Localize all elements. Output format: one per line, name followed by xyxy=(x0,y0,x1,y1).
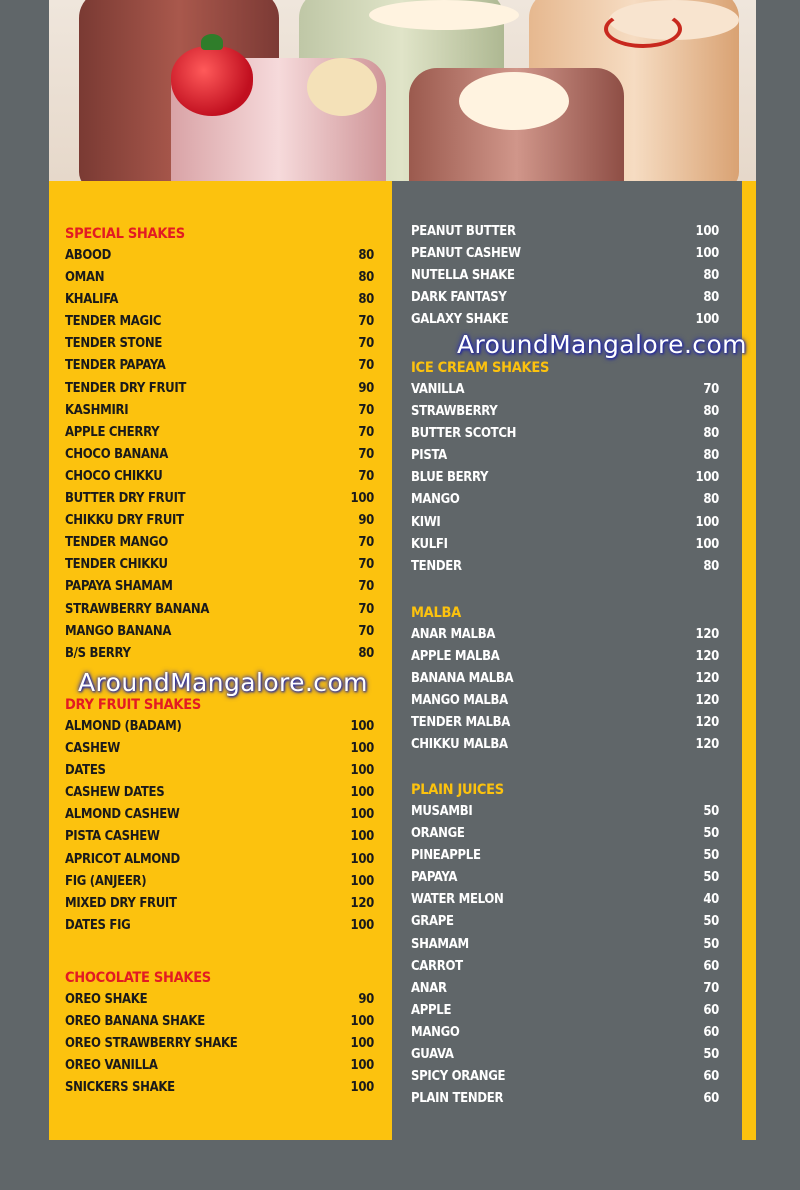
menu-item xyxy=(65,716,374,738)
item-price: 100 xyxy=(350,851,374,867)
menu-item xyxy=(65,849,374,871)
item-name: MANGO xyxy=(411,492,460,508)
item-price: 100 xyxy=(350,829,374,845)
item-name: CASHEW xyxy=(65,741,120,757)
menu-item xyxy=(65,466,374,488)
menu-item xyxy=(411,243,719,265)
item-name: TENDER PAPAYA xyxy=(65,358,166,374)
menu-item xyxy=(65,267,374,289)
item-price: 50 xyxy=(703,936,719,952)
item-price: 40 xyxy=(703,892,719,908)
item-price: 120 xyxy=(350,895,374,911)
item-name: PISTA CASHEW xyxy=(65,829,160,845)
section-title: SPECIAL SHAKES xyxy=(65,226,185,242)
menu-item xyxy=(411,309,719,331)
menu-item xyxy=(65,1011,374,1033)
menu-item xyxy=(65,893,374,915)
item-name: FIG (ANJEER) xyxy=(65,873,147,889)
menu-item xyxy=(411,1088,719,1110)
item-price: 80 xyxy=(703,290,719,306)
item-price: 100 xyxy=(350,785,374,801)
item-name: APRICOT ALMOND xyxy=(65,851,180,867)
section-title: CHOCOLATE SHAKES xyxy=(65,970,211,986)
item-name: OREO VANILLA xyxy=(65,1058,158,1074)
item-price: 70 xyxy=(358,623,374,639)
menu-item xyxy=(65,915,374,937)
item-name: PINEAPPLE xyxy=(411,848,481,864)
item-price: 70 xyxy=(358,579,374,595)
menu-item xyxy=(65,488,374,510)
menu-item xyxy=(411,646,719,668)
menu-item xyxy=(65,576,374,598)
item-name: TENDER DRY FRUIT xyxy=(65,380,187,396)
item-name: ALMOND (BADAM) xyxy=(65,719,182,734)
item-name: TENDER xyxy=(411,558,462,574)
item-name: KIWI xyxy=(411,514,441,530)
item-name: CHOCO CHIKKU xyxy=(65,468,163,484)
item-name: SPICY ORANGE xyxy=(411,1069,506,1085)
item-name: OREO SHAKE xyxy=(65,992,148,1007)
item-name: KHALIFA xyxy=(65,292,119,308)
item-price: 70 xyxy=(358,446,374,462)
menu-item xyxy=(411,401,719,423)
item-name: PEANUT CASHEW xyxy=(411,246,521,262)
item-name: CHIKKU DRY FRUIT xyxy=(65,513,184,529)
menu-item xyxy=(65,871,374,893)
item-price: 70 xyxy=(358,535,374,551)
item-name: ABOOD xyxy=(65,248,112,263)
item-price: 100 xyxy=(350,1036,374,1052)
item-price: 100 xyxy=(695,536,719,552)
menu-item xyxy=(411,889,719,911)
caramel-drizzle xyxy=(604,10,682,48)
item-name: DATES FIG xyxy=(65,917,131,933)
item-name: VANILLA xyxy=(411,382,465,397)
item-price: 70 xyxy=(358,336,374,352)
menu-item xyxy=(65,400,374,422)
item-price: 90 xyxy=(358,380,374,396)
item-price: 60 xyxy=(703,1002,719,1018)
menu-item xyxy=(411,265,719,287)
item-price: 80 xyxy=(703,448,719,464)
item-price: 60 xyxy=(703,958,719,974)
menu-item xyxy=(411,956,719,978)
item-price: 70 xyxy=(358,601,374,617)
item-price: 90 xyxy=(358,992,374,1007)
left-menu-column xyxy=(49,181,392,1140)
section-title: DRY FRUIT SHAKES xyxy=(65,697,201,713)
menu-item xyxy=(411,467,719,489)
yellow-edge-stripe xyxy=(742,181,756,1140)
item-name: ALMOND CASHEW xyxy=(65,807,180,823)
menu-item xyxy=(411,379,719,401)
menu-item xyxy=(411,801,719,823)
item-price: 70 xyxy=(703,382,719,397)
menu-section xyxy=(411,357,719,578)
strawberry-leaf xyxy=(201,34,223,50)
item-price: 80 xyxy=(703,404,719,420)
item-name: KASHMIRI xyxy=(65,402,129,418)
item-name: CHIKKU MALBA xyxy=(411,737,508,753)
whipped-cream-topping xyxy=(369,0,519,30)
item-name: APPLE xyxy=(411,1002,452,1018)
item-price: 80 xyxy=(358,292,374,308)
item-name: GALAXY SHAKE xyxy=(411,312,509,328)
item-name: SNICKERS SHAKE xyxy=(65,1080,175,1096)
menu-item xyxy=(411,445,719,467)
item-name: ORANGE xyxy=(411,826,465,842)
menu-item xyxy=(65,554,374,576)
menu-section xyxy=(411,221,719,331)
item-name: ANAR MALBA xyxy=(411,627,496,642)
item-price: 80 xyxy=(703,558,719,574)
item-name: TENDER CHIKKU xyxy=(65,557,168,573)
item-price: 80 xyxy=(358,645,374,661)
menu-item xyxy=(411,823,719,845)
menu-item xyxy=(65,378,374,400)
menu-item xyxy=(411,287,719,309)
item-name: STRAWBERRY BANANA xyxy=(65,601,210,617)
item-name: CARROT xyxy=(411,958,463,974)
menu-item xyxy=(65,444,374,466)
item-name: CASHEW DATES xyxy=(65,785,165,801)
item-price: 120 xyxy=(695,693,719,709)
menu-item xyxy=(65,532,374,554)
item-price: 100 xyxy=(695,246,719,262)
menu-item xyxy=(65,311,374,333)
item-name: TENDER STONE xyxy=(65,336,163,352)
item-name: PISTA xyxy=(411,448,447,464)
menu-item xyxy=(411,712,719,734)
item-price: 100 xyxy=(695,470,719,486)
item-price: 100 xyxy=(350,917,374,933)
menu-section xyxy=(411,779,719,1110)
menu-item xyxy=(65,760,374,782)
menu-item xyxy=(65,989,374,1011)
item-price: 100 xyxy=(695,514,719,530)
item-name: B/S BERRY xyxy=(65,645,131,661)
item-name: MANGO xyxy=(411,1024,460,1040)
item-name: NUTELLA SHAKE xyxy=(411,268,515,284)
item-price: 50 xyxy=(703,914,719,930)
watermark: AroundMangalore.com xyxy=(457,330,747,359)
strawberry-garnish xyxy=(171,46,253,116)
item-price: 100 xyxy=(695,224,719,239)
menu-item xyxy=(65,782,374,804)
menu-item xyxy=(411,934,719,956)
item-price: 120 xyxy=(695,737,719,753)
item-price: 100 xyxy=(350,873,374,889)
menu-item xyxy=(65,804,374,826)
item-price: 100 xyxy=(695,312,719,328)
item-price: 120 xyxy=(695,627,719,642)
section-title: PLAIN JUICES xyxy=(411,782,504,798)
menu-item xyxy=(411,1000,719,1022)
menu-item xyxy=(65,333,374,355)
menu-item xyxy=(65,621,374,643)
item-name: STRAWBERRY xyxy=(411,404,498,420)
menu-item xyxy=(411,423,719,445)
item-price: 50 xyxy=(703,826,719,842)
item-price: 70 xyxy=(358,402,374,418)
item-name: TENDER MAGIC xyxy=(65,314,162,330)
menu-item xyxy=(411,1044,719,1066)
item-price: 60 xyxy=(703,1091,719,1107)
menu-item xyxy=(411,734,719,756)
item-name: GRAPE xyxy=(411,914,454,930)
menu-item xyxy=(65,245,374,267)
item-price: 90 xyxy=(358,513,374,529)
item-name: DATES xyxy=(65,763,106,779)
item-price: 50 xyxy=(703,848,719,864)
item-name: SHAMAM xyxy=(411,936,469,952)
menu-item xyxy=(65,355,374,377)
item-name: BUTTER DRY FRUIT xyxy=(65,491,186,507)
menu-item xyxy=(411,534,719,556)
menu-item xyxy=(65,738,374,760)
item-price: 100 xyxy=(350,1014,374,1030)
item-name: CHOCO BANANA xyxy=(65,446,168,462)
item-price: 50 xyxy=(703,1047,719,1063)
item-price: 100 xyxy=(350,1080,374,1096)
item-price: 70 xyxy=(358,314,374,330)
menu-section xyxy=(65,967,374,1099)
banana-topping xyxy=(307,58,377,116)
item-name: BLUE BERRY xyxy=(411,470,489,486)
item-name: PAPAYA SHAMAM xyxy=(65,579,173,595)
menu-item xyxy=(411,911,719,933)
item-price: 100 xyxy=(350,807,374,823)
item-price: 70 xyxy=(703,980,719,996)
item-name: BUTTER SCOTCH xyxy=(411,426,517,442)
item-price: 80 xyxy=(358,248,374,263)
menu-item xyxy=(411,668,719,690)
item-price: 120 xyxy=(695,671,719,687)
item-price: 70 xyxy=(358,424,374,440)
whipped-cream-topping xyxy=(459,72,569,130)
item-price: 80 xyxy=(703,268,719,284)
item-price: 60 xyxy=(703,1024,719,1040)
item-price: 70 xyxy=(358,358,374,374)
menu-item xyxy=(65,289,374,311)
item-price: 70 xyxy=(358,557,374,573)
watermark: AroundMangalore.com xyxy=(78,668,368,697)
item-price: 100 xyxy=(350,741,374,757)
item-price: 70 xyxy=(358,468,374,484)
menu-item xyxy=(65,510,374,532)
item-price: 120 xyxy=(695,649,719,665)
item-price: 120 xyxy=(695,715,719,731)
item-name: DARK FANTASY xyxy=(411,290,507,306)
menu-section xyxy=(65,694,374,937)
menu-item xyxy=(65,1055,374,1077)
item-name: PEANUT BUTTER xyxy=(411,224,516,239)
item-price: 100 xyxy=(350,763,374,779)
menu-item xyxy=(65,1033,374,1055)
menu-item xyxy=(411,624,719,646)
menu-item xyxy=(411,221,719,243)
item-price: 80 xyxy=(703,492,719,508)
item-name: MANGO MALBA xyxy=(411,693,508,709)
menu-item xyxy=(65,826,374,848)
item-name: OREO BANANA SHAKE xyxy=(65,1014,205,1030)
item-name: PLAIN TENDER xyxy=(411,1091,504,1107)
menu-item xyxy=(65,643,374,665)
menu-item xyxy=(411,489,719,511)
item-price: 100 xyxy=(350,719,374,734)
menu-item xyxy=(411,1066,719,1088)
menu-item xyxy=(411,690,719,712)
menu-item xyxy=(411,978,719,1000)
item-price: 100 xyxy=(350,1058,374,1074)
menu-item xyxy=(411,1022,719,1044)
item-price: 60 xyxy=(703,1069,719,1085)
menu-item xyxy=(411,845,719,867)
hero-milkshake-photo xyxy=(49,0,756,181)
item-price: 50 xyxy=(703,870,719,886)
menu-item xyxy=(65,422,374,444)
menu-item xyxy=(411,556,719,578)
menu-item xyxy=(411,512,719,534)
item-name: WATER MELON xyxy=(411,892,504,908)
item-name: MANGO BANANA xyxy=(65,623,172,639)
item-name: ANAR xyxy=(411,980,447,996)
section-title: MALBA xyxy=(411,605,461,621)
menu-section xyxy=(411,602,719,757)
item-name: APPLE CHERRY xyxy=(65,424,160,440)
item-name: GUAVA xyxy=(411,1047,454,1063)
item-price: 80 xyxy=(703,426,719,442)
item-name: BANANA MALBA xyxy=(411,671,514,687)
menu-item xyxy=(411,867,719,889)
menu-section xyxy=(65,223,374,665)
item-price: 50 xyxy=(703,804,719,819)
item-name: MIXED DRY FRUIT xyxy=(65,895,177,911)
item-price: 100 xyxy=(350,491,374,507)
item-price: 80 xyxy=(358,270,374,286)
item-name: TENDER MANGO xyxy=(65,535,168,551)
right-menu-column xyxy=(392,181,742,1140)
menu-item xyxy=(65,599,374,621)
item-name: KULFI xyxy=(411,536,448,552)
item-name: OREO STRAWBERRY SHAKE xyxy=(65,1036,238,1052)
item-name: PAPAYA xyxy=(411,870,458,886)
item-name: TENDER MALBA xyxy=(411,715,511,731)
item-name: MUSAMBI xyxy=(411,804,473,819)
menu-item xyxy=(65,1077,374,1099)
item-name: OMAN xyxy=(65,270,105,286)
section-title: ICE CREAM SHAKES xyxy=(411,360,550,376)
item-name: APPLE MALBA xyxy=(411,649,500,665)
